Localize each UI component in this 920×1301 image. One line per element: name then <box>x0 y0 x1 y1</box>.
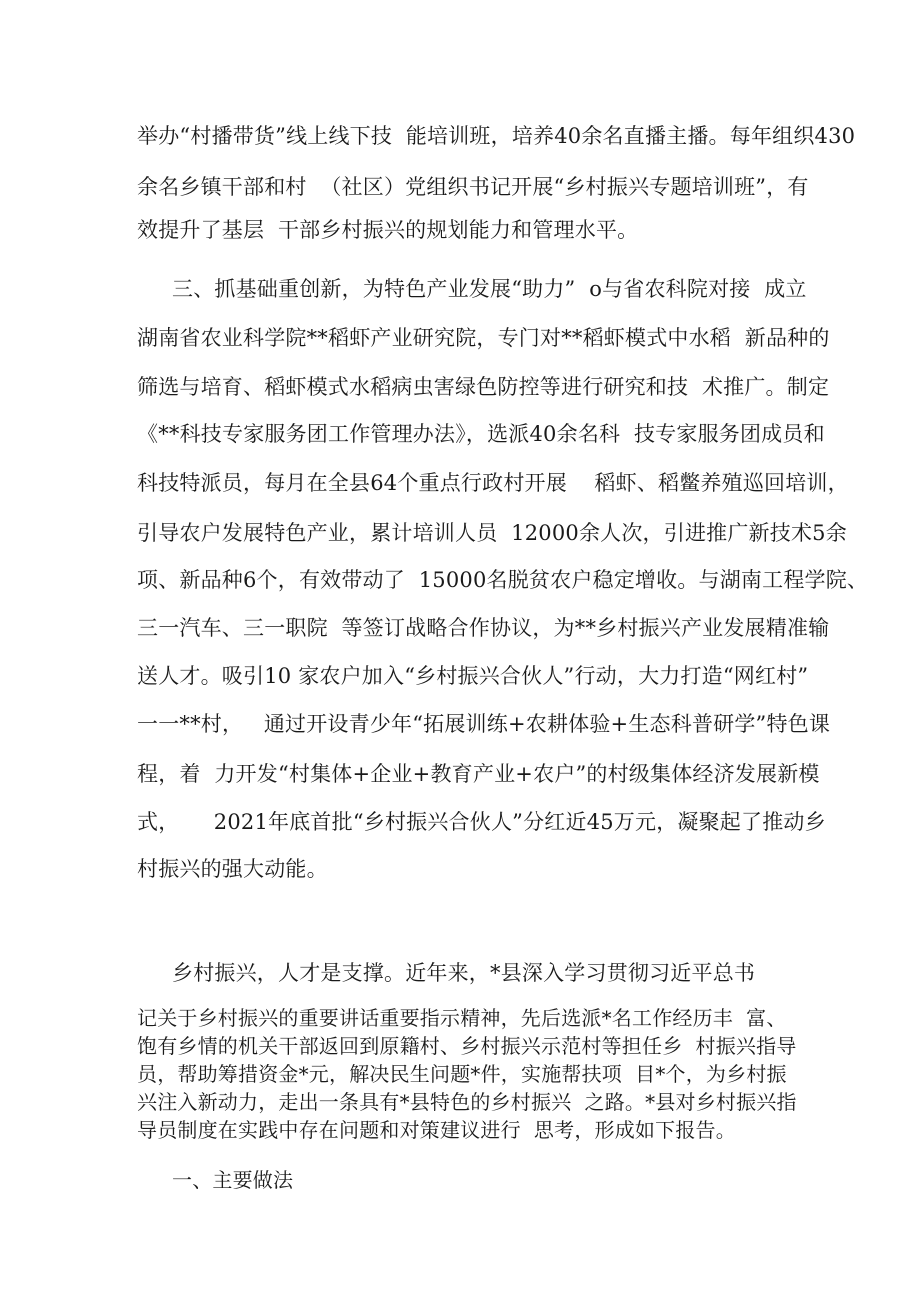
paragraph-first-line: 乡村振兴，人才是支撑。近年来，*县深入学习贯彻习近平总书 <box>172 961 756 985</box>
paragraph-line: 饱有乡情的机关干部返回到原籍村、乡村振兴示范村等担任乡 村振兴指导 <box>137 1034 797 1058</box>
paragraph-line: 项、新品种6个，有效带动了 15000名脱贫农户稳定增收。与湖南工程学院、 <box>137 568 869 592</box>
paragraph-line: 湖南省农业科学院**稻虾产业研究院，专门对**稻虾模式中水稻 新品种的 <box>137 326 830 350</box>
paragraph-line: 筛选与培育、稻虾模式水稻病虫害绿色防控等进行研究和技 术推广。制定 <box>137 375 830 399</box>
paragraph-line: 送人才。吸引10 家农户加入“乡村振兴合伙人”行动，大力打造“网红村” <box>137 664 809 688</box>
paragraph-line: 导员制度在实践中存在问题和对策建议进行 思考，形成如下报告。 <box>137 1118 736 1142</box>
paragraph-line: 《**科技专家服务团工作管理办法》，选派40余名科 技专家服务团成员和 <box>137 422 825 446</box>
paragraph-line: 引导农户发展特色产业，累计培训人员 12000余人次，引进推广新技术5余 <box>137 521 847 545</box>
paragraph-line: 程，着 力开发“村集体+企业+教育产业+农户”的村级集体经济发展新模 <box>137 762 820 786</box>
paragraph-line: 举办“村播带货”线上线下技 能培训班，培养40余名直播主播。每年组织430 <box>137 124 856 148</box>
paragraph-line: 一一**村， 通过开设青少年“拓展训练+农耕体验+生态科普研学”特色课 <box>137 712 831 736</box>
paragraph-line: 员，帮助筹措资金*元，解决民生问题*件，实施帮扶项 目*个，为乡村振 <box>137 1062 787 1086</box>
paragraph-line: 村振兴的强大动能。 <box>137 857 328 881</box>
section-heading: 一、主要做法 <box>172 1168 294 1192</box>
paragraph-line: 三、抓基础重创新，为特色产业发展“助力” o与省农科院对接 成立 <box>172 277 807 301</box>
paragraph-line: 三一汽车、三一职院 等签订战略合作协议，为**乡村振兴产业发展精准输 <box>137 616 830 640</box>
paragraph-line: 余名乡镇干部和村 （社区）党组织书记开展“乡村振兴专题培训班”，有 <box>137 175 809 199</box>
paragraph-line: 科技特派员，每月在全县64个重点行政村开展 稻虾、稻鳖养殖巡回培训， <box>137 471 849 495</box>
paragraph-line: 效提升了基层 干部乡村振兴的规划能力和管理水平。 <box>137 218 639 242</box>
paragraph-line: 兴注入新动力，走出一条具有*县特色的乡村振兴 之路。*县对乡村振兴指 <box>137 1090 797 1114</box>
paragraph-line: 式， 2021年底首批“乡村振兴合伙人”分红近45万元，凝聚起了推动乡 <box>137 810 826 834</box>
paragraph-line: 记关于乡村振兴的重要讲话重要指示精神，先后选派*名工作经历丰 富、 <box>137 1006 787 1030</box>
